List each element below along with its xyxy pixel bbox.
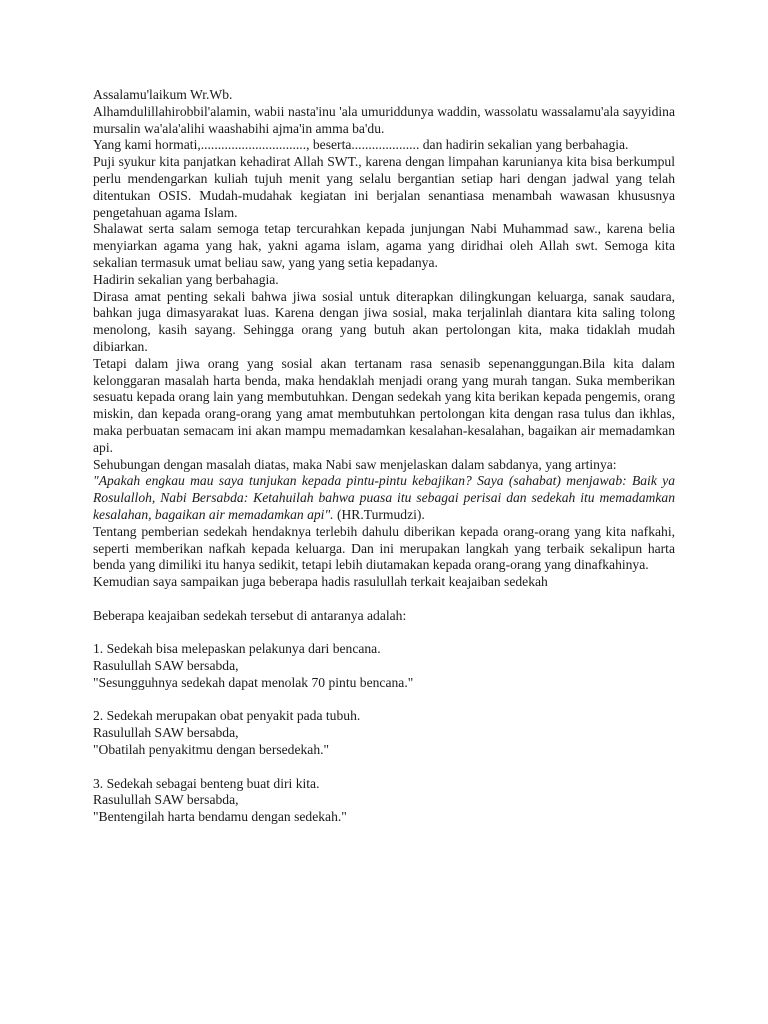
paragraph-tentang: Tentang pemberian sedekah hendaknya terlebih dahulu diberikan kepada orang-orang yang kita nafkahi, seperti memberikan nafkah kepada keluarga. Dan ini merupakan langkah yang terbaik sekalipun harta benda yang dimiliki itu hanya sedikit, tetapi lebih diutamakan kepada orang-orang yang dinafkahinya. (93, 523, 675, 573)
paragraph-kemudian: Kemudian saya sampaikan juga beberapa hadis rasulullah terkait keajaiban sedekah (93, 574, 548, 590)
paragraph-hormat: Yang kami hormati,..............................., beserta.................... dan hadirin sekalian yang berbahagia. (93, 137, 629, 153)
list-item-intro: Rasulullah SAW bersabda, (93, 792, 239, 808)
spacer (93, 692, 675, 709)
spacer (93, 625, 675, 642)
list-item-quote: "Bentengilah harta bendamu dengan sedekah." (93, 809, 347, 825)
greeting: Assalamu'laikum Wr.Wb. (93, 87, 233, 102)
list-item-intro: Rasulullah SAW bersabda, (93, 658, 239, 674)
list-item-intro: Rasulullah SAW bersabda, (93, 725, 239, 741)
paragraph-hadirin: Hadirin sekalian yang berbahagia. (93, 271, 279, 287)
paragraph-tetapi: Tetapi dalam jiwa orang yang sosial akan tertanam rasa senasib sepenanggungan.Bila kita dalam kelonggaran masalah harta benda, maka hendaklah menjadi orang yang murah tangan. Suka memberikan sesuatu kepada orang lain yang membutuhkan. Dengan sedekah yang kita berikan kepada pengemis, orang miskin, dan kepada orang-orang yang amat membutuhkan pertolongan kita dengan rasa tulus dan ikhlas, maka perbuatan semacam ini akan mampu memadamkan kesalahan-kesalahan, bagaikan air memadamkan api. (93, 355, 675, 455)
list-item-title: 2. Sedekah merupakan obat penyakit pada tubuh. (93, 708, 361, 724)
document-page (93, 87, 675, 826)
list-item-quote: "Obatilah penyakitmu dengan bersedekah." (93, 742, 330, 758)
paragraph-syukur: Puji syukur kita panjatkan kehadirat Allah SWT., karena dengan limpahan karunianya kita bisa berkumpul perlu mendengarkan kuliah tujuh menit yang selalu bergantian setiap hari dengan jadwal yang telah ditentukan OSIS. Mudah-mudahak kegiatan ini berjalan senantiasa menambah wawasan khususnya pengetahuan agama Islam. (93, 154, 675, 220)
paragraph-beberapa: Beberapa keajaiban sedekah tersebut di antaranya adalah: (93, 607, 407, 623)
list-item-quote: "Sesungguhnya sedekah dapat menolak 70 pintu bencana." (93, 674, 414, 690)
hadith-source: (HR.Turmudzi). (333, 506, 425, 522)
list-item-title: 3. Sedekah sebagai benteng buat diri kita. (93, 775, 320, 791)
list-item-title: 1. Sedekah bisa melepaskan pelakunya dari bencana. (93, 641, 381, 657)
paragraph-sehubungan: Sehubungan dengan masalah diatas, maka Nabi saw menjelaskan dalam sabdanya, yang artinya: (93, 456, 617, 472)
paragraph-jiwa-sosial: Dirasa amat penting sekali bahwa jiwa sosial untuk diterapkan dilingkungan keluarga, sanak saudara, bahkan juga dimasyarakat luas. Karena dengan jiwa sosial, maka terjalinlah diantara kita saling tolong menolong, kasih sayang. Sehingga orang yang butuh akan pertolongan kita, maka tidaklah mudah dibiarkan. (93, 288, 675, 354)
list-item (93, 708, 675, 758)
paragraph-hadith (93, 473, 675, 523)
hadith-quote: "Apakah engkau mau saya tunjukan kepada pintu-pintu kebajikan? Saya (sahabat) menjawab: Baik ya Rosulalloh, Nabi Bersabda: Ketahuilah bahwa puasa itu sebagai perisai dan sedekah itu memadamkan kesalahan, bagaikan air memadamkan api". (93, 473, 675, 522)
paragraph-hamdalah: Alhamdulillahirobbil'alamin, wabii nasta'inu 'ala umuriddunya waddin, wassolatu wassalamu'ala sayyidina mursalin wa'ala'alihi waashabihi ajma'in amma ba'du. (93, 103, 675, 136)
spacer (93, 759, 675, 776)
list-item (93, 641, 675, 691)
paragraph-shalawat: Shalawat serta salam semoga tetap tercurahkan kepada junjungan Nabi Muhammad saw., karena belia menyiarkan agama yang hak, yakni agama islam, agama yang diridhai oleh Allah swt. Semoga kita sekalian termasuk umat beliau saw, yang yang setia kepadanya. (93, 221, 675, 270)
spacer (93, 591, 675, 608)
list-item (93, 776, 675, 826)
